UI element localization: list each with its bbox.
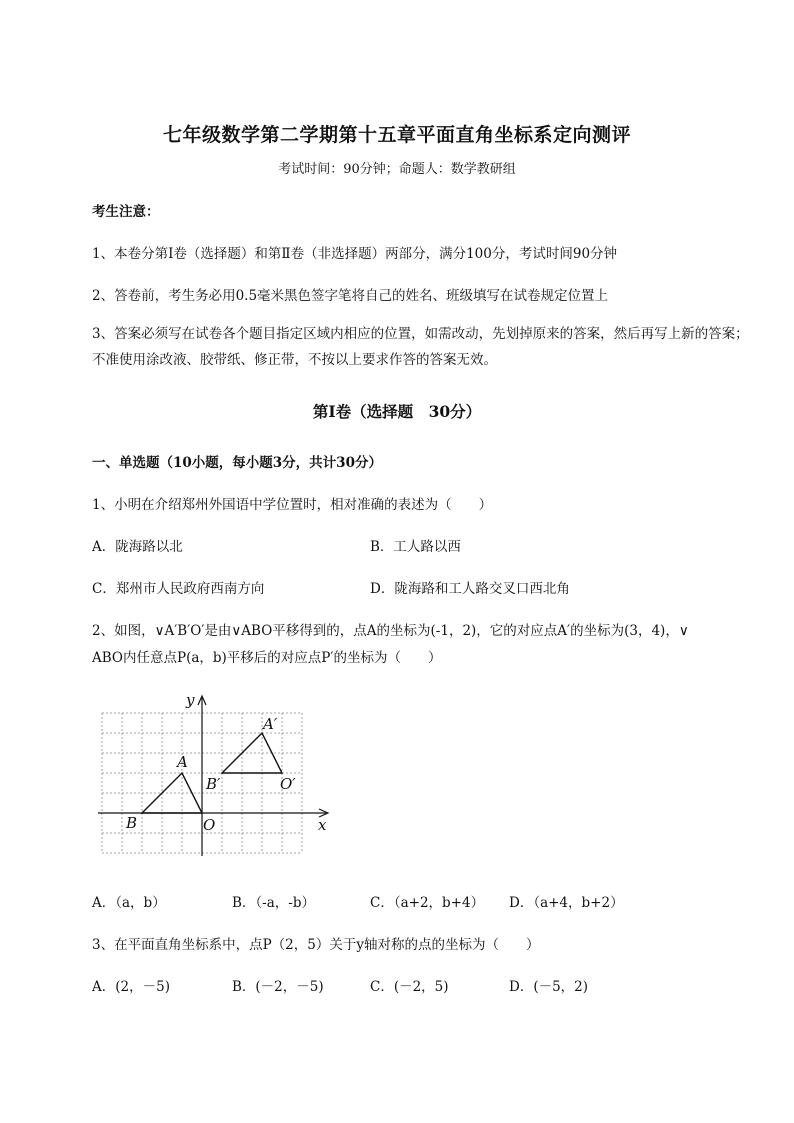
- exam-info: 考试时间：90分钟；命题人：数学教研组: [278, 162, 516, 177]
- notice-item-1: 1、本卷分第Ⅰ卷（选择题）和第Ⅱ卷（非选择题）两部分，满分100分，考试时间90分钟: [92, 246, 618, 262]
- y-axis-label: y: [186, 691, 195, 709]
- question-2-stem-line2: ABO内任意点P(a，b)平移后的对应点P′的坐标为（ ）: [92, 650, 442, 666]
- q3-option-c[interactable]: C．(－2，5): [370, 979, 449, 995]
- notice-item-3: 3、答案必须写在试卷各个题目指定区域内相应的位置，如需改动，先划掉原来的答案，然后再写上新的答案；不准使用涂改液、胶带纸、修正带，不按以上要求作答的答案无效。: [92, 326, 749, 368]
- q3-option-b[interactable]: B．(－2，－5): [232, 979, 324, 995]
- origin-label: O: [203, 816, 216, 834]
- q2-option-a[interactable]: A．（a，b）: [92, 895, 166, 911]
- q1-option-a[interactable]: A．陇海路以北: [92, 539, 183, 555]
- q2-option-d[interactable]: D．（a+4，b+2）: [509, 895, 624, 911]
- coordinate-grid-figure: [90, 688, 340, 860]
- point-a-prime-label: A′: [263, 715, 278, 733]
- q3-option-d[interactable]: D．(－5，2): [509, 979, 589, 995]
- q1-option-d[interactable]: D．陇海路和工人路交叉口西北角: [370, 581, 570, 597]
- point-b-prime-label: B′: [206, 775, 221, 793]
- part-title: 第Ⅰ卷（选择题 30分）: [312, 402, 482, 421]
- q1-option-c[interactable]: C．郑州市人民政府西南方向: [92, 581, 265, 597]
- question-1-stem: 1、小明在介绍郑州外国语中学位置时，相对准确的表述为（ ）: [92, 497, 493, 513]
- page-title: 七年级数学第二学期第十五章平面直角坐标系定向测评: [162, 124, 631, 146]
- point-a-label: A: [177, 753, 188, 771]
- q1-option-b[interactable]: B．工人路以西: [370, 539, 461, 555]
- point-b-label: B: [126, 814, 138, 832]
- x-axis-label: x: [318, 816, 327, 834]
- question-2-stem-line1: 2、如图，∨A′B′O′是由∨ABO平移得到的，点A的坐标为(-1，2)，它的对应点A′的坐标为(3，4)，∨: [92, 623, 689, 639]
- question-3-stem: 3、在平面直角坐标系中，点P（2，5）关于y轴对称的点的坐标为（ ）: [92, 937, 540, 953]
- notice-heading: 考生注意：: [92, 204, 160, 220]
- q3-option-a[interactable]: A．(2，－5): [92, 979, 170, 995]
- q2-option-b[interactable]: B．（-a，-b）: [232, 895, 315, 911]
- q2-option-c[interactable]: C．（a+2，b+4）: [370, 895, 485, 911]
- section-title: 一、单选题（10小题，每小题3分，共计30分）: [92, 455, 382, 471]
- point-o-prime-label: O′: [280, 775, 296, 793]
- notice-item-2: 2、答卷前，考生务必用0.5毫米黑色签字笔将自己的姓名、班级填写在试卷规定位置上: [92, 288, 609, 304]
